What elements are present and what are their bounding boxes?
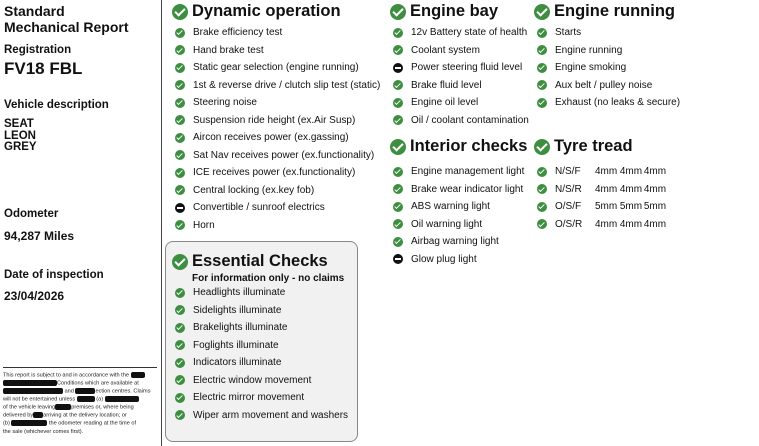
check-icon — [393, 45, 403, 55]
check-icon — [175, 358, 185, 368]
list-item: Headlights illuminate — [175, 284, 348, 302]
tyre-position: N/S/F — [555, 166, 581, 178]
list-item: Oil / coolant contamination — [393, 112, 529, 130]
report-title — [4, 3, 128, 35]
list-item: Convertible / sunroof electrics — [175, 199, 380, 217]
tyre-tread-heading: Tyre tread — [534, 137, 633, 156]
list-item: Oil warning light — [393, 216, 524, 234]
check-circle-icon — [172, 254, 188, 270]
tyre-position: O/S/R — [555, 218, 583, 230]
list-item: Brake wear indicator light — [393, 181, 524, 199]
tyre-tread-value: 4mm — [595, 183, 618, 195]
list-item: ICE receives power (ex.functionality) — [175, 164, 380, 182]
list-item: ABS warning light — [393, 198, 524, 216]
list-item: Aircon receives power (ex.gassing) — [175, 129, 380, 147]
list-item: 1st & reverse drive / clutch slip test (static) — [175, 77, 380, 95]
check-icon — [393, 202, 403, 212]
check-icon — [393, 219, 403, 229]
not-applicable-icon — [175, 203, 185, 213]
check-icon — [175, 340, 185, 350]
tyre-row — [537, 216, 667, 234]
check-icon — [393, 167, 403, 177]
list-item: Steering noise — [175, 94, 380, 112]
tyre-row — [537, 163, 667, 181]
check-icon — [175, 133, 185, 143]
list-item: Airbag warning light — [393, 233, 524, 251]
check-icon — [537, 98, 547, 108]
not-applicable-icon — [393, 254, 403, 264]
tyre-tread-list — [537, 163, 667, 233]
tyre-position: N/S/R — [555, 183, 582, 195]
not-applicable-icon — [393, 63, 403, 73]
interior-checks-list — [393, 163, 524, 268]
list-item: Coolant system — [393, 42, 529, 60]
check-circle-icon — [534, 4, 550, 20]
tyre-tread-value: 4mm — [643, 166, 667, 178]
list-item: Suspension ride height (ex.Air Susp) — [175, 112, 380, 130]
dynamic-operation-heading: Dynamic operation — [172, 2, 341, 21]
tyre-tread-value: 4mm — [643, 183, 667, 195]
tyre-tread-value: 5mm — [619, 201, 643, 213]
list-item: Engine smoking — [537, 59, 680, 77]
check-icon — [175, 410, 185, 420]
list-item: Power steering fluid level — [393, 59, 529, 77]
essential-checks-list — [175, 284, 348, 424]
odometer-label: Odometer — [4, 208, 59, 220]
engine-bay-list — [393, 24, 529, 129]
report-title-line2: Mechanical Report — [4, 19, 129, 35]
tyre-tread-value: 4mm — [619, 183, 643, 195]
check-icon — [175, 28, 185, 38]
check-icon — [537, 80, 547, 90]
check-icon — [393, 98, 403, 108]
engine-bay-heading: Engine bay — [390, 2, 498, 21]
disclaimer-text: This report is subject to and in accordance with the Conditions which are available at and ection centres. Claims will not be entertained unless (a) of the vehicle leaving premises or, where being delivered by arriving at the delivery location; or (b) the odometer reading at the time of the sale (whichever comes first). — [3, 367, 157, 436]
check-icon — [393, 115, 403, 125]
list-item: Engine running — [537, 42, 680, 60]
list-item: Engine oil level — [393, 94, 529, 112]
check-icon — [175, 45, 185, 55]
list-item: Brake efficiency test — [175, 24, 380, 42]
tyre-row — [537, 198, 667, 216]
essential-checks-heading: Essential Checks — [172, 252, 328, 271]
check-icon — [175, 220, 185, 230]
list-item: 12v Battery state of health — [393, 24, 529, 42]
check-icon — [175, 63, 185, 73]
odometer-value: 94,287 Miles — [4, 229, 75, 243]
list-item: Electric mirror movement — [175, 389, 348, 407]
tyre-tread-value: 4mm — [619, 166, 643, 178]
check-circle-icon — [172, 4, 188, 20]
tyre-tread-value: 4mm — [643, 218, 667, 230]
status-icon — [537, 167, 547, 177]
check-circle-icon — [390, 139, 406, 155]
list-item: Starts — [537, 24, 680, 42]
check-icon — [393, 28, 403, 38]
list-item: Aux belt / pulley noise — [537, 77, 680, 95]
list-item: Electric window movement — [175, 372, 348, 390]
check-circle-icon — [534, 139, 550, 155]
check-icon — [175, 80, 185, 90]
registration-value: FV18 FBL — [4, 59, 83, 78]
check-icon — [393, 184, 403, 194]
status-icon — [537, 202, 547, 212]
list-item: Sat Nav receives power (ex.functionality) — [175, 147, 380, 165]
tyre-tread-value: 5mm — [595, 201, 618, 213]
list-item: Brake fluid level — [393, 77, 529, 95]
check-icon — [537, 45, 547, 55]
registration-label: Registration — [4, 44, 72, 56]
list-item: Sidelights illuminate — [175, 302, 348, 320]
inspection-date-value: 23/04/2026 — [4, 289, 65, 303]
list-item: Central locking (ex.key fob) — [175, 182, 380, 200]
check-icon — [537, 28, 547, 38]
tyre-tread-value: 4mm — [595, 218, 618, 230]
essential-checks-subtitle: For information only - no claims — [192, 273, 345, 284]
tyre-tread-value: 4mm — [619, 218, 643, 230]
check-icon — [175, 115, 185, 125]
list-item: Brakelights illuminate — [175, 319, 348, 337]
vehicle-colour: GREY — [4, 141, 37, 153]
check-icon — [537, 63, 547, 73]
check-icon — [175, 288, 185, 298]
list-item: Glow plug light — [393, 251, 524, 269]
list-item: Engine management light — [393, 163, 524, 181]
list-item: Foglights illuminate — [175, 337, 348, 355]
tyre-row — [537, 181, 667, 199]
check-icon — [175, 98, 185, 108]
status-icon — [537, 219, 547, 229]
tyre-tread-value: 4mm — [595, 166, 618, 178]
dynamic-operation-list — [175, 24, 380, 234]
list-item: Hand brake test — [175, 42, 380, 60]
list-item: Wiper arm movement and washers — [175, 407, 348, 425]
check-icon — [175, 393, 185, 403]
check-icon — [175, 150, 185, 160]
check-icon — [175, 168, 185, 178]
check-icon — [175, 185, 185, 195]
check-icon — [175, 323, 185, 333]
status-icon — [537, 184, 547, 194]
vehicle-info-panel — [0, 0, 162, 446]
interior-checks-heading: Interior checks — [390, 137, 527, 156]
check-icon — [393, 80, 403, 90]
vehicle-make: SEAT — [4, 118, 34, 130]
check-circle-icon — [390, 4, 406, 20]
list-item: Exhaust (no leaks & secure) — [537, 94, 680, 112]
vehicle-description-label: Vehicle description — [4, 99, 109, 111]
inspection-date-label: Date of inspection — [4, 269, 104, 281]
engine-running-list — [537, 24, 680, 112]
engine-running-heading: Engine running — [534, 2, 675, 21]
vehicle-description — [4, 119, 37, 154]
report-title-line1: Standard — [4, 3, 65, 19]
check-icon — [393, 237, 403, 247]
check-icon — [175, 305, 185, 315]
check-icon — [175, 375, 185, 385]
list-item: Horn — [175, 217, 380, 235]
list-item: Static gear selection (engine running) — [175, 59, 380, 77]
vehicle-model: LEON — [4, 129, 36, 142]
list-item: Indicators illuminate — [175, 354, 348, 372]
tyre-position: O/S/F — [555, 201, 582, 213]
tyre-tread-value: 5mm — [643, 201, 667, 213]
